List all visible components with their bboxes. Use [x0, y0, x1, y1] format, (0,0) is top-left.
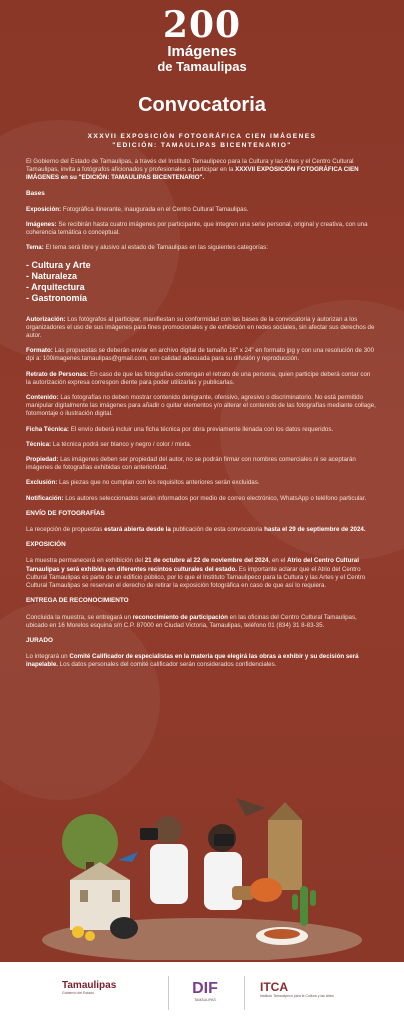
jurado-text-2: Los datos personales del comité calificador serán considerados confidenciales.: [59, 661, 277, 669]
intro-paragraph: [26, 158, 376, 183]
eagle-icon: [236, 798, 266, 816]
formato-paragraph: [26, 347, 376, 363]
jurado-heading: JURADO: [26, 636, 53, 644]
list-item: - Cultura y Arte: [26, 260, 376, 271]
tema-label: Tema:: [26, 244, 44, 252]
camera-icon: [214, 834, 234, 846]
list-item: - Arquitectura: [26, 282, 376, 293]
camera-icon: [140, 828, 158, 840]
tamaulipas-logo-icon: [62, 980, 152, 995]
cactus-icon: [300, 886, 308, 926]
retrato-label: Retrato de Personas:: [26, 370, 89, 378]
cactus-arm: [310, 890, 316, 906]
exposicion-paragraph: [26, 206, 376, 214]
exposicion-text: Fotográfica itinerante, inaugurada en el Centro Cultural Tamaulipas.: [62, 205, 249, 213]
expo-bold-1: 21 de octubre al 22 de noviembre del 2024: [144, 557, 269, 565]
envio-paragraph: [26, 526, 376, 534]
itca-logo-icon: [260, 980, 340, 998]
photographer-body: [150, 844, 188, 904]
tree-icon: [62, 814, 118, 870]
entrega-text-1: Concluida la muestra, se entregará un: [26, 613, 131, 621]
expo-text-1: La muestra permanecerá en exhibición del: [26, 557, 143, 565]
expo-heading: EXPOSICIÓN: [26, 541, 66, 549]
logo-number: 200: [162, 4, 242, 46]
bird-icon: [118, 852, 138, 862]
mushroom-icon: [250, 878, 282, 902]
exclusion-label: Exclusión:: [26, 479, 58, 487]
ficha-label: Ficha Técnica:: [26, 425, 69, 433]
jurado-bold-1: Comité Calificador de especialistas en la materia que elegirá las obras a exhibir y su decisión será inapelable.: [26, 653, 359, 669]
entrega-text-2: en las oficinas del Centro Cultural Tamaulipas, ubicado en 16 Morelos esquina s/n C.P. 87000 en Ciudad Victoria, Tamaulipas, teléfono 01 (834) 31 8-83-35.: [26, 613, 357, 629]
building-window: [112, 890, 120, 902]
retrato-paragraph: [26, 371, 376, 387]
notificacion-label: Notificación:: [26, 494, 64, 502]
list-item: - Gastronomía: [26, 293, 376, 304]
divider: [168, 976, 169, 1010]
formato-text: Las propuestas se deberán enviar en archivo digital de tamaño 16" x 24" en formato jpg y con una resolución de 300 dpi a: 100imagenes.tamaulipas@gmail.com, con calidad adecuada para su difusión y reproducción.: [26, 347, 375, 363]
contenido-text: Las fotografías no deben mostrar contenido denigrante, ofensivo, agresivo o discriminatorio. No está permitido manipular digitalmente las imágenes para añadir o quitar elementos y/o alterar el contenido de las fotografías mediante collage, fotomontaje o ilustración digital.: [26, 394, 376, 418]
event-logo: [0, 6, 404, 74]
envio-bold-1: estará abierta desde la: [104, 526, 171, 534]
intro-text: El Gobierno del Estado de Tamaulipas, a través del Instituto Tamaulipeco para la Cultura y las Artes y el Centro Cultural Tamaulipas, invita a fotógrafos aficionados y profesionales a participar en la: [26, 158, 354, 174]
autorizacion-label: Autorización:: [26, 315, 66, 323]
logo-line-1: Imágenes: [167, 43, 237, 60]
photographer-body: [204, 852, 242, 910]
formato-label: Formato:: [26, 347, 53, 355]
tecnica-paragraph: [26, 441, 376, 449]
notificacion-text: Los autores seleccionados serán informados por medio de correo electrónico, WhatsApp o teléfono particular.: [65, 494, 367, 502]
dif-label: DIF: [192, 980, 218, 997]
jurado-text-1: Lo integrará un: [26, 653, 68, 661]
dif-small: TAMAULIPAS: [194, 998, 216, 1002]
envio-text-2: publicación de esta convocatoria: [172, 526, 263, 534]
footer: [0, 962, 404, 1024]
subtitle-line-1: XXXVII EXPOSICIÓN FOTOGRÁFICA CIEN IMÁGENES: [87, 133, 317, 140]
expo-text-2: , en el: [268, 557, 286, 565]
envio-bold-2: hasta el 29 de septiembre de 2024.: [264, 526, 366, 534]
tecnica-text: La técnica podrá ser blanco y negro / color / mixta.: [52, 440, 192, 448]
photographers-illustration: [0, 790, 404, 960]
entrega-paragraph: [26, 614, 376, 630]
entrega-bold-1: reconocimiento de participación: [132, 613, 228, 621]
tamaulipas-label: Tamaulipas: [62, 980, 117, 991]
contenido-label: Contenido:: [26, 394, 59, 402]
tema-text: El tema será libre y alusivo al estado de Tamaulipas en las siguientes categorías:: [45, 244, 268, 252]
envio-text-1: La recepción de propuestas: [26, 526, 103, 534]
photographer-head: [154, 816, 182, 844]
expo-paragraph: [26, 557, 376, 590]
church-roof: [268, 802, 302, 820]
imagenes-text: Se recibirán hasta cuatro imágenes por participante, que integren una serie personal, original y creativa, con una coherencia temática o conceptual.: [26, 221, 368, 237]
jurado-paragraph: [26, 653, 376, 669]
envio-heading: ENVÍO DE FOTOGRAFÍAS: [26, 509, 105, 517]
flower-icon: [72, 926, 84, 938]
exposicion-label: Exposición:: [26, 205, 62, 213]
expo-bold-2: Atrio del Centro Cultural Tamaulipas y será exhibida en diferentes recintos culturales del estado.: [26, 557, 359, 573]
logo-line-2: de Tamaulipas: [157, 59, 247, 74]
tecnica-label: Técnica:: [26, 440, 52, 448]
page-subtitle: [0, 132, 404, 150]
contenido-paragraph: [26, 394, 376, 419]
building-window: [80, 890, 88, 902]
flower-icon: [85, 931, 95, 941]
intro-bold: XXXVII EXPOSICIÓN FOTOGRÁFICA CIEN IMÁGENES en su "EDICIÓN: TAMAULIPAS BICENTENARIO".: [26, 166, 359, 182]
exclusion-text: Las piezas que no cumplan con los requisitos anteriores serán excluidas.: [59, 479, 260, 487]
expo-text-3: Es importante aclarar que el Atrio del Centro Cultural Tamaulipas es parte de un edificio público, por lo que el Instituto Tamaulipeco para la Cultura y las Artes y el Centro Cultural Tamaulipas se reservan el derecho de retirar la exposición fotográfica en caso de que así lo requiera.: [26, 565, 366, 590]
autorizacion-paragraph: [26, 316, 376, 341]
exclusion-paragraph: [26, 479, 376, 487]
dif-logo-icon: [180, 980, 230, 1002]
tamaulipas-small: Gobierno del Estado: [62, 991, 94, 995]
divider: [244, 976, 245, 1010]
autorizacion-text: Los fotógrafos al participar, manifiestan su conformidad con las bases de la convocatoria y autorizan a los organizadores el uso de sus imágenes para fines promocionales y de exhibición en redes sociales, sin afectar sus derechos de autor.: [26, 315, 375, 340]
notificacion-paragraph: [26, 495, 376, 503]
category-list: [26, 260, 376, 304]
propiedad-label: Propiedad:: [26, 456, 59, 464]
list-item: - Naturaleza: [26, 271, 376, 282]
itca-small: Instituto Tamaulipeco para la Cultura y las Artes: [260, 994, 334, 998]
entrega-heading: ENTREGA DE RECONOCIMIENTO: [26, 597, 129, 605]
bear-icon: [110, 917, 138, 939]
subtitle-line-2: "EDICIÓN: TAMAULIPAS BICENTENARIO": [112, 142, 292, 149]
page-title: Convocatoria: [138, 94, 266, 116]
retrato-text: En caso de que las fotografías contengan el retrato de una persona, quien participe deberá contar con la autorización expresa correspon diente para poder utilizarlas y publicarlas.: [26, 370, 371, 386]
itca-label: ITCA: [260, 980, 288, 994]
ficha-paragraph: [26, 426, 376, 434]
call-content: [26, 158, 376, 677]
imagenes-paragraph: [26, 221, 376, 237]
imagenes-label: Imágenes:: [26, 221, 57, 229]
propiedad-text: Las imágenes deben ser propiedad del autor, no se podrán firmar con nombres comerciales ni se aceptarán imágenes de fotografías exhibidas con anterioridad.: [26, 456, 356, 472]
tema-paragraph: [26, 244, 376, 252]
ficha-text: El envío deberá incluir una ficha técnica por obra previamente llenada con los datos requeridos.: [70, 425, 334, 433]
bases-heading: Bases: [26, 189, 45, 197]
food-icon: [264, 929, 300, 939]
cactus-arm: [292, 894, 298, 910]
propiedad-paragraph: [26, 456, 376, 472]
